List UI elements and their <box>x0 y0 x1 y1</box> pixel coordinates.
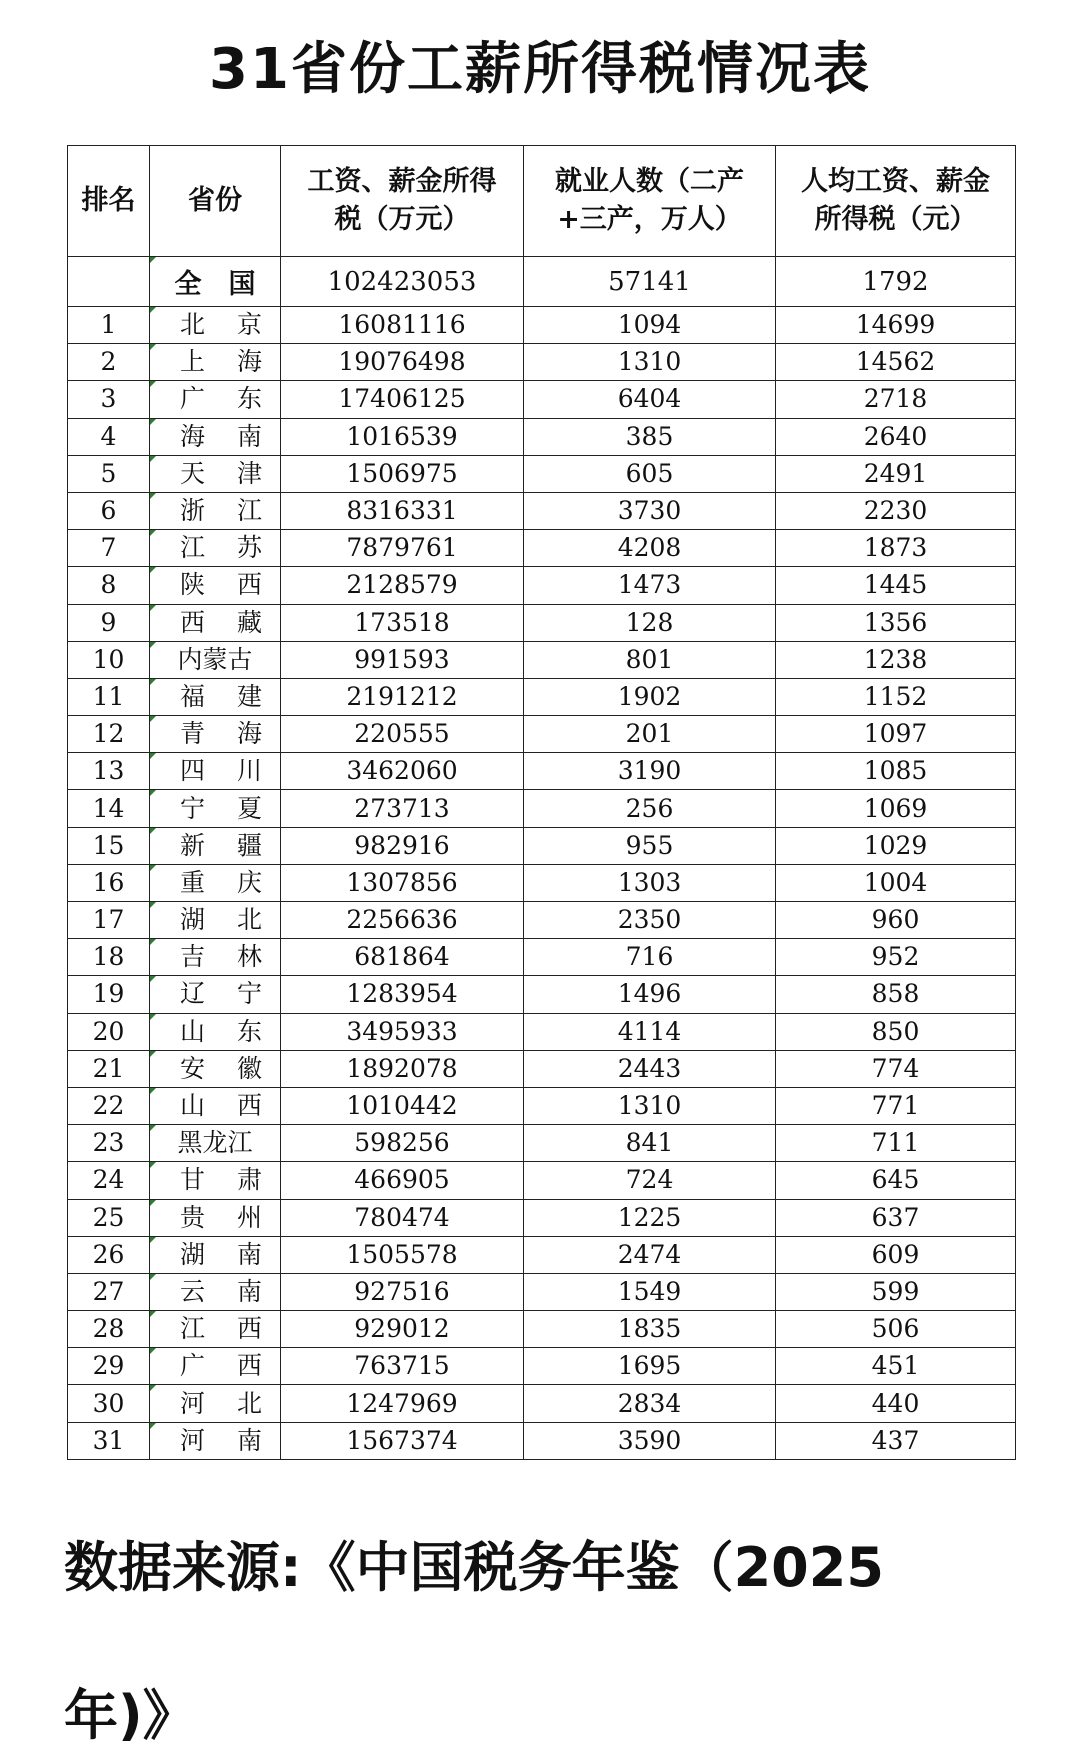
rank-cell: 9 <box>68 604 150 641</box>
tax-cell: 17406125 <box>281 381 524 418</box>
province-char: 西 <box>236 570 262 600</box>
national-employment: 57141 <box>524 257 776 307</box>
table-row <box>68 1348 1016 1385</box>
rank-cell: 6 <box>68 492 150 529</box>
province-cell <box>150 790 281 827</box>
province-cell <box>150 381 281 418</box>
rank-cell: 31 <box>68 1422 150 1459</box>
province-char: 南 <box>236 1425 262 1455</box>
province-char: 安 <box>180 1053 206 1083</box>
province-char: 东 <box>236 1016 262 1046</box>
province-char: 江 <box>180 533 206 563</box>
province-char: 湖 <box>180 1239 206 1269</box>
tax-cell: 1892078 <box>281 1050 524 1087</box>
per-capita-cell: 952 <box>776 939 1016 976</box>
province-char: 津 <box>236 458 262 488</box>
province-char: 肃 <box>236 1165 262 1195</box>
tax-cell: 8316331 <box>281 492 524 529</box>
national-per-capita: 1792 <box>776 257 1016 307</box>
province-cell <box>150 1087 281 1124</box>
per-capita-cell: 1069 <box>776 790 1016 827</box>
table-row <box>68 902 1016 939</box>
rank-cell: 22 <box>68 1087 150 1124</box>
province-name: 内蒙古 <box>177 644 253 674</box>
per-capita-cell: 1029 <box>776 827 1016 864</box>
table-row <box>68 1385 1016 1422</box>
province-char: 江 <box>180 1314 206 1344</box>
table-row <box>68 1013 1016 1050</box>
per-capita-cell: 711 <box>776 1125 1016 1162</box>
rank-cell: 10 <box>68 641 150 678</box>
employment-cell: 4208 <box>524 530 776 567</box>
province-cell <box>150 530 281 567</box>
province-cell <box>150 716 281 753</box>
employment-cell: 724 <box>524 1162 776 1199</box>
per-capita-cell: 599 <box>776 1273 1016 1310</box>
rank-cell: 4 <box>68 418 150 455</box>
table-row <box>68 1199 1016 1236</box>
rank-cell: 5 <box>68 455 150 492</box>
rank-cell: 27 <box>68 1273 150 1310</box>
employment-cell: 1310 <box>524 1087 776 1124</box>
province-char: 西 <box>236 1351 262 1381</box>
rank-cell: 12 <box>68 716 150 753</box>
employment-cell: 1225 <box>524 1199 776 1236</box>
province-cell <box>150 1050 281 1087</box>
tax-cell: 2191212 <box>281 678 524 715</box>
rank-cell: 28 <box>68 1311 150 1348</box>
rank-cell: 15 <box>68 827 150 864</box>
employment-cell: 3730 <box>524 492 776 529</box>
province-cell <box>150 864 281 901</box>
national-label: 全 国 <box>150 257 281 307</box>
table-row <box>68 864 1016 901</box>
data-source: 数据来源:《中国税务年鉴（2025 <box>64 1536 884 1599</box>
province-char: 疆 <box>236 830 262 860</box>
tax-cell: 982916 <box>281 827 524 864</box>
province-cell <box>150 1125 281 1162</box>
tax-cell: 1010442 <box>281 1087 524 1124</box>
table-row <box>68 530 1016 567</box>
employment-cell: 1549 <box>524 1273 776 1310</box>
province-cell <box>150 641 281 678</box>
province-char: 京 <box>236 310 262 340</box>
employment-cell: 605 <box>524 455 776 492</box>
province-cell <box>150 1422 281 1459</box>
tax-cell: 1016539 <box>281 418 524 455</box>
per-capita-cell: 437 <box>776 1422 1016 1459</box>
tax-cell: 991593 <box>281 641 524 678</box>
province-char: 山 <box>180 1091 206 1121</box>
tax-cell: 19076498 <box>281 344 524 381</box>
rank-cell: 20 <box>68 1013 150 1050</box>
rank-cell: 18 <box>68 939 150 976</box>
employment-cell: 201 <box>524 716 776 753</box>
province-char: 苏 <box>236 533 262 563</box>
employment-cell: 955 <box>524 827 776 864</box>
per-capita-cell: 774 <box>776 1050 1016 1087</box>
rank-cell: 17 <box>68 902 150 939</box>
province-char: 江 <box>236 496 262 526</box>
tax-cell: 927516 <box>281 1273 524 1310</box>
tax-cell: 929012 <box>281 1311 524 1348</box>
rank-cell: 19 <box>68 976 150 1013</box>
province-char: 北 <box>236 1388 262 1418</box>
table-row <box>68 1236 1016 1273</box>
employment-cell: 128 <box>524 604 776 641</box>
header-province: 省份 <box>150 146 281 257</box>
table-row <box>68 1422 1016 1459</box>
employment-cell: 1473 <box>524 567 776 604</box>
employment-cell: 841 <box>524 1125 776 1162</box>
province-cell <box>150 678 281 715</box>
province-cell <box>150 1162 281 1199</box>
province-cell <box>150 344 281 381</box>
province-char: 湖 <box>180 905 206 935</box>
province-name: 黑龙江 <box>177 1128 253 1158</box>
table-row <box>68 939 1016 976</box>
header-per-capita: 人均工资、薪金所得税（元） <box>776 146 1016 257</box>
employment-cell: 1094 <box>524 307 776 344</box>
rank-cell: 2 <box>68 344 150 381</box>
employment-cell: 2443 <box>524 1050 776 1087</box>
per-capita-cell: 2640 <box>776 418 1016 455</box>
per-capita-cell: 645 <box>776 1162 1016 1199</box>
tax-cell: 1283954 <box>281 976 524 1013</box>
per-capita-cell: 2491 <box>776 455 1016 492</box>
province-char: 宁 <box>180 793 206 823</box>
per-capita-cell: 14699 <box>776 307 1016 344</box>
province-char: 州 <box>236 1202 262 1232</box>
national-row <box>68 257 1016 307</box>
tax-cell: 466905 <box>281 1162 524 1199</box>
province-char: 南 <box>236 421 262 451</box>
per-capita-cell: 609 <box>776 1236 1016 1273</box>
table-row <box>68 1125 1016 1162</box>
province-char: 天 <box>180 458 206 488</box>
employment-cell: 3590 <box>524 1422 776 1459</box>
tax-cell: 1506975 <box>281 455 524 492</box>
table-row <box>68 1273 1016 1310</box>
province-char: 北 <box>180 310 206 340</box>
header-rank: 排名 <box>68 146 150 257</box>
province-char: 林 <box>236 942 262 972</box>
employment-cell: 385 <box>524 418 776 455</box>
province-cell <box>150 307 281 344</box>
province-cell <box>150 1013 281 1050</box>
province-char: 贵 <box>180 1202 206 1232</box>
tax-cell: 1505578 <box>281 1236 524 1273</box>
national-rank <box>68 257 150 307</box>
header-employment: 就业人数（二产+三产，万人） <box>524 146 776 257</box>
per-capita-cell: 637 <box>776 1199 1016 1236</box>
tax-cell: 780474 <box>281 1199 524 1236</box>
rank-cell: 1 <box>68 307 150 344</box>
province-char: 广 <box>180 384 206 414</box>
per-capita-cell: 1004 <box>776 864 1016 901</box>
per-capita-cell: 1097 <box>776 716 1016 753</box>
rank-cell: 23 <box>68 1125 150 1162</box>
province-char: 宁 <box>236 979 262 1009</box>
tax-cell: 681864 <box>281 939 524 976</box>
province-char: 徽 <box>236 1053 262 1083</box>
province-char: 广 <box>180 1351 206 1381</box>
tax-cell: 2128579 <box>281 567 524 604</box>
province-char: 藏 <box>236 607 262 637</box>
table-row <box>68 641 1016 678</box>
employment-cell: 1303 <box>524 864 776 901</box>
tax-cell: 273713 <box>281 790 524 827</box>
table-row <box>68 604 1016 641</box>
province-cell <box>150 827 281 864</box>
rank-cell: 30 <box>68 1385 150 1422</box>
province-char: 夏 <box>236 793 262 823</box>
per-capita-cell: 451 <box>776 1348 1016 1385</box>
per-capita-cell: 2230 <box>776 492 1016 529</box>
province-cell <box>150 939 281 976</box>
province-char: 川 <box>236 756 262 786</box>
rank-cell: 3 <box>68 381 150 418</box>
province-char: 建 <box>236 681 262 711</box>
tax-cell: 1307856 <box>281 864 524 901</box>
rank-cell: 21 <box>68 1050 150 1087</box>
per-capita-cell: 771 <box>776 1087 1016 1124</box>
province-char: 云 <box>180 1276 206 1306</box>
province-char: 青 <box>180 719 206 749</box>
table-row <box>68 1087 1016 1124</box>
per-capita-cell: 1445 <box>776 567 1016 604</box>
rank-cell: 14 <box>68 790 150 827</box>
employment-cell: 1695 <box>524 1348 776 1385</box>
province-char: 辽 <box>180 979 206 1009</box>
tax-cell: 598256 <box>281 1125 524 1162</box>
table-row <box>68 827 1016 864</box>
employment-cell: 1496 <box>524 976 776 1013</box>
province-cell <box>150 604 281 641</box>
tax-cell: 2256636 <box>281 902 524 939</box>
per-capita-cell: 1085 <box>776 753 1016 790</box>
province-char: 河 <box>180 1388 206 1418</box>
rank-cell: 11 <box>68 678 150 715</box>
employment-cell: 1835 <box>524 1311 776 1348</box>
table-row <box>68 344 1016 381</box>
tax-cell: 16081116 <box>281 307 524 344</box>
header-tax: 工资、薪金所得税（万元） <box>281 146 524 257</box>
national-tax: 102423053 <box>281 257 524 307</box>
province-cell <box>150 1236 281 1273</box>
tax-cell: 1567374 <box>281 1422 524 1459</box>
rank-cell: 7 <box>68 530 150 567</box>
province-cell <box>150 1199 281 1236</box>
province-char: 四 <box>180 756 206 786</box>
province-char: 海 <box>236 347 262 377</box>
table-row <box>68 678 1016 715</box>
employment-cell: 4114 <box>524 1013 776 1050</box>
per-capita-cell: 1152 <box>776 678 1016 715</box>
province-char: 新 <box>180 830 206 860</box>
per-capita-cell: 440 <box>776 1385 1016 1422</box>
per-capita-cell: 2718 <box>776 381 1016 418</box>
province-char: 福 <box>180 681 206 711</box>
province-char: 南 <box>236 1239 262 1269</box>
table-row <box>68 790 1016 827</box>
rank-cell: 25 <box>68 1199 150 1236</box>
province-char: 吉 <box>180 942 206 972</box>
rank-cell: 8 <box>68 567 150 604</box>
per-capita-cell: 506 <box>776 1311 1016 1348</box>
rank-cell: 26 <box>68 1236 150 1273</box>
province-cell <box>150 1385 281 1422</box>
employment-cell: 256 <box>524 790 776 827</box>
province-char: 浙 <box>180 496 206 526</box>
province-char: 东 <box>236 384 262 414</box>
province-cell <box>150 1348 281 1385</box>
province-char: 上 <box>180 347 206 377</box>
tax-table <box>67 145 1016 1460</box>
employment-cell: 1902 <box>524 678 776 715</box>
data-source-cont: 年)》 <box>64 1684 197 1747</box>
province-cell <box>150 753 281 790</box>
province-char: 海 <box>236 719 262 749</box>
tax-cell: 1247969 <box>281 1385 524 1422</box>
per-capita-cell: 858 <box>776 976 1016 1013</box>
per-capita-cell: 850 <box>776 1013 1016 1050</box>
table-row <box>68 567 1016 604</box>
table-row <box>68 1162 1016 1199</box>
province-char: 西 <box>236 1314 262 1344</box>
rank-cell: 29 <box>68 1348 150 1385</box>
province-cell <box>150 455 281 492</box>
province-cell <box>150 418 281 455</box>
rank-cell: 16 <box>68 864 150 901</box>
table-row <box>68 976 1016 1013</box>
table-header-row <box>68 146 1016 257</box>
province-char: 南 <box>236 1276 262 1306</box>
province-cell <box>150 492 281 529</box>
table-row <box>68 418 1016 455</box>
province-cell <box>150 567 281 604</box>
province-cell <box>150 1273 281 1310</box>
per-capita-cell: 1873 <box>776 530 1016 567</box>
province-cell <box>150 902 281 939</box>
province-char: 西 <box>180 607 206 637</box>
tax-cell: 3495933 <box>281 1013 524 1050</box>
rank-cell: 24 <box>68 1162 150 1199</box>
table-row <box>68 455 1016 492</box>
employment-cell: 1310 <box>524 344 776 381</box>
table-row <box>68 1311 1016 1348</box>
province-char: 陕 <box>180 570 206 600</box>
province-char: 甘 <box>180 1165 206 1195</box>
tax-cell: 173518 <box>281 604 524 641</box>
per-capita-cell: 14562 <box>776 344 1016 381</box>
province-cell <box>150 1311 281 1348</box>
table-row <box>68 1050 1016 1087</box>
province-char: 西 <box>236 1091 262 1121</box>
province-char: 北 <box>236 905 262 935</box>
per-capita-cell: 1356 <box>776 604 1016 641</box>
tax-cell: 220555 <box>281 716 524 753</box>
province-char: 河 <box>180 1425 206 1455</box>
employment-cell: 6404 <box>524 381 776 418</box>
table-row <box>68 381 1016 418</box>
province-char: 重 <box>180 867 206 897</box>
employment-cell: 801 <box>524 641 776 678</box>
province-char: 山 <box>180 1016 206 1046</box>
employment-cell: 3190 <box>524 753 776 790</box>
per-capita-cell: 1238 <box>776 641 1016 678</box>
employment-cell: 716 <box>524 939 776 976</box>
table-row <box>68 307 1016 344</box>
province-char: 庆 <box>236 867 262 897</box>
tax-cell: 7879761 <box>281 530 524 567</box>
table-row <box>68 492 1016 529</box>
page-title: 31省份工薪所得税情况表 <box>209 37 871 102</box>
tax-cell: 763715 <box>281 1348 524 1385</box>
tax-cell: 3462060 <box>281 753 524 790</box>
employment-cell: 2474 <box>524 1236 776 1273</box>
employment-cell: 2834 <box>524 1385 776 1422</box>
rank-cell: 13 <box>68 753 150 790</box>
table-row <box>68 753 1016 790</box>
province-cell <box>150 976 281 1013</box>
employment-cell: 2350 <box>524 902 776 939</box>
province-char: 海 <box>180 421 206 451</box>
per-capita-cell: 960 <box>776 902 1016 939</box>
table-row <box>68 716 1016 753</box>
